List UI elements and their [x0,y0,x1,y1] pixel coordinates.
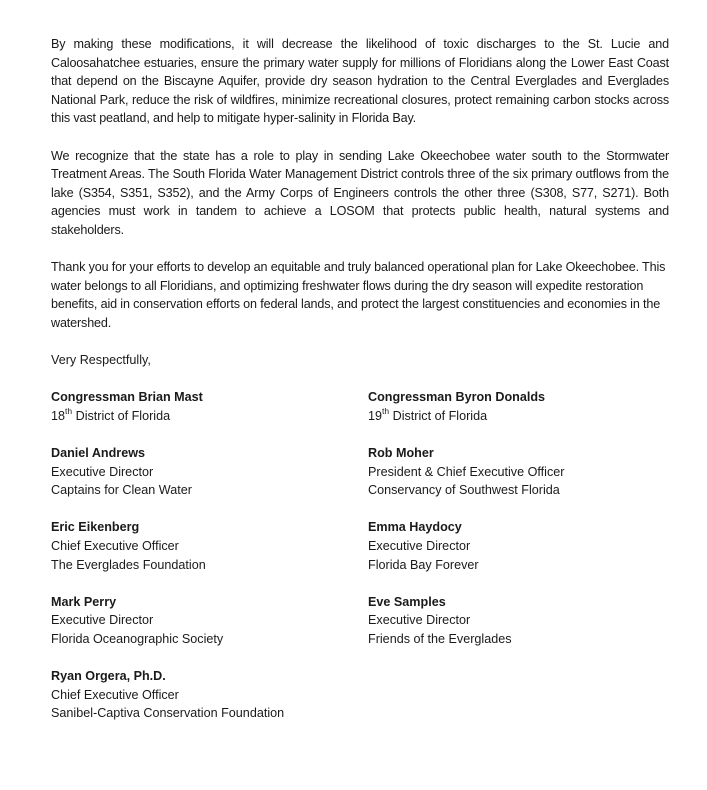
signatory-title: Chief Executive Officer [51,687,179,702]
signatory-title: President & Chief Executive Officer [368,464,565,479]
signatory-name: Ryan Orgera, Ph.D. [51,669,166,684]
signatory-title: Executive Director [51,464,154,479]
signature-block [51,388,669,723]
signatory-organization: Sanibel-Captiva Conservation Foundation [51,706,285,721]
signatory-name: Eve Samples [368,594,446,609]
signatory-name: Daniel Andrews [51,446,146,461]
signatory-brian-mast [51,388,368,425]
paragraph-modifications: By making these modifications, it will decrease the likelihood of toxic discharges to the St. Lucie and Caloosahatchee estuaries, ensure the primary water supply for millions of Floridians along the Lower East Coast that depend on the Biscayne Aquifer, provide dry season hydration to the Central Everglades and Everglades National Park, reduce the risk of wildfires, minimize recreational closures, protect remaining carbon stocks across this vast peatland, and help to mitigate hyper-salinity in Florida Bay. [51,37,669,126]
letter-page [51,35,669,723]
signatory-organization: The Everglades Foundation [51,557,206,572]
signatory-name: Congressman Brian Mast [51,390,203,405]
signatory-eric-eikenberg [51,518,368,574]
signatory-organization: Florida Bay Forever [368,557,479,572]
signatory-mark-perry [51,593,368,649]
signatory-rob-moher [368,444,669,500]
signatory-title: Executive Director [368,613,471,628]
signatory-district: 19th District of Florida [368,405,488,423]
signatory-district: 18th District of Florida [51,405,171,423]
signatory-name: Mark Perry [51,594,117,609]
closing-salutation: Very Respectfully, [51,353,151,368]
signatory-daniel-andrews [51,444,368,500]
paragraph-thank-you: Thank you for your efforts to develop an equitable and truly balanced operational plan for Lake Okeechobee. This water belongs to all Floridians, and optimizing freshwater flows during the dry season will expedite restoration benefits, aid in conservation efforts on federal lands, and protect the largest constituencies and economies in the watershed. [51,260,666,330]
paragraph-state-role: We recognize that the state has a role to play in sending Lake Okeechobee water south to the Stormwater Treatment Areas. The South Florida Water Management District controls three of the six primary outflows from the lake (S354, S351, S352), and the Army Corps of Engineers controls the other three (S308, S77, S271). Both agencies must work in tandem to achieve a LOSOM that protects public health, natural systems and stakeholders. [51,148,669,237]
signatory-title: Executive Director [51,613,154,628]
signatory-byron-donalds [368,388,669,425]
signatory-title: Chief Executive Officer [51,539,179,554]
signatory-eve-samples [368,593,669,649]
signatory-name: Emma Haydocy [368,520,462,535]
signatory-organization: Captains for Clean Water [51,483,192,498]
signatory-emma-haydocy [368,518,669,574]
signatory-ryan-orgera [51,667,368,723]
signatory-organization: Friends of the Everglades [368,632,512,646]
signatory-name: Congressman Byron Donalds [368,390,546,405]
signatory-organization: Florida Oceanographic Society [51,632,224,646]
signatory-name: Rob Moher [368,446,434,461]
signatory-title: Executive Director [368,539,471,554]
signatory-organization: Conservancy of Southwest Florida [368,483,560,498]
signatory-name: Eric Eikenberg [51,520,140,535]
